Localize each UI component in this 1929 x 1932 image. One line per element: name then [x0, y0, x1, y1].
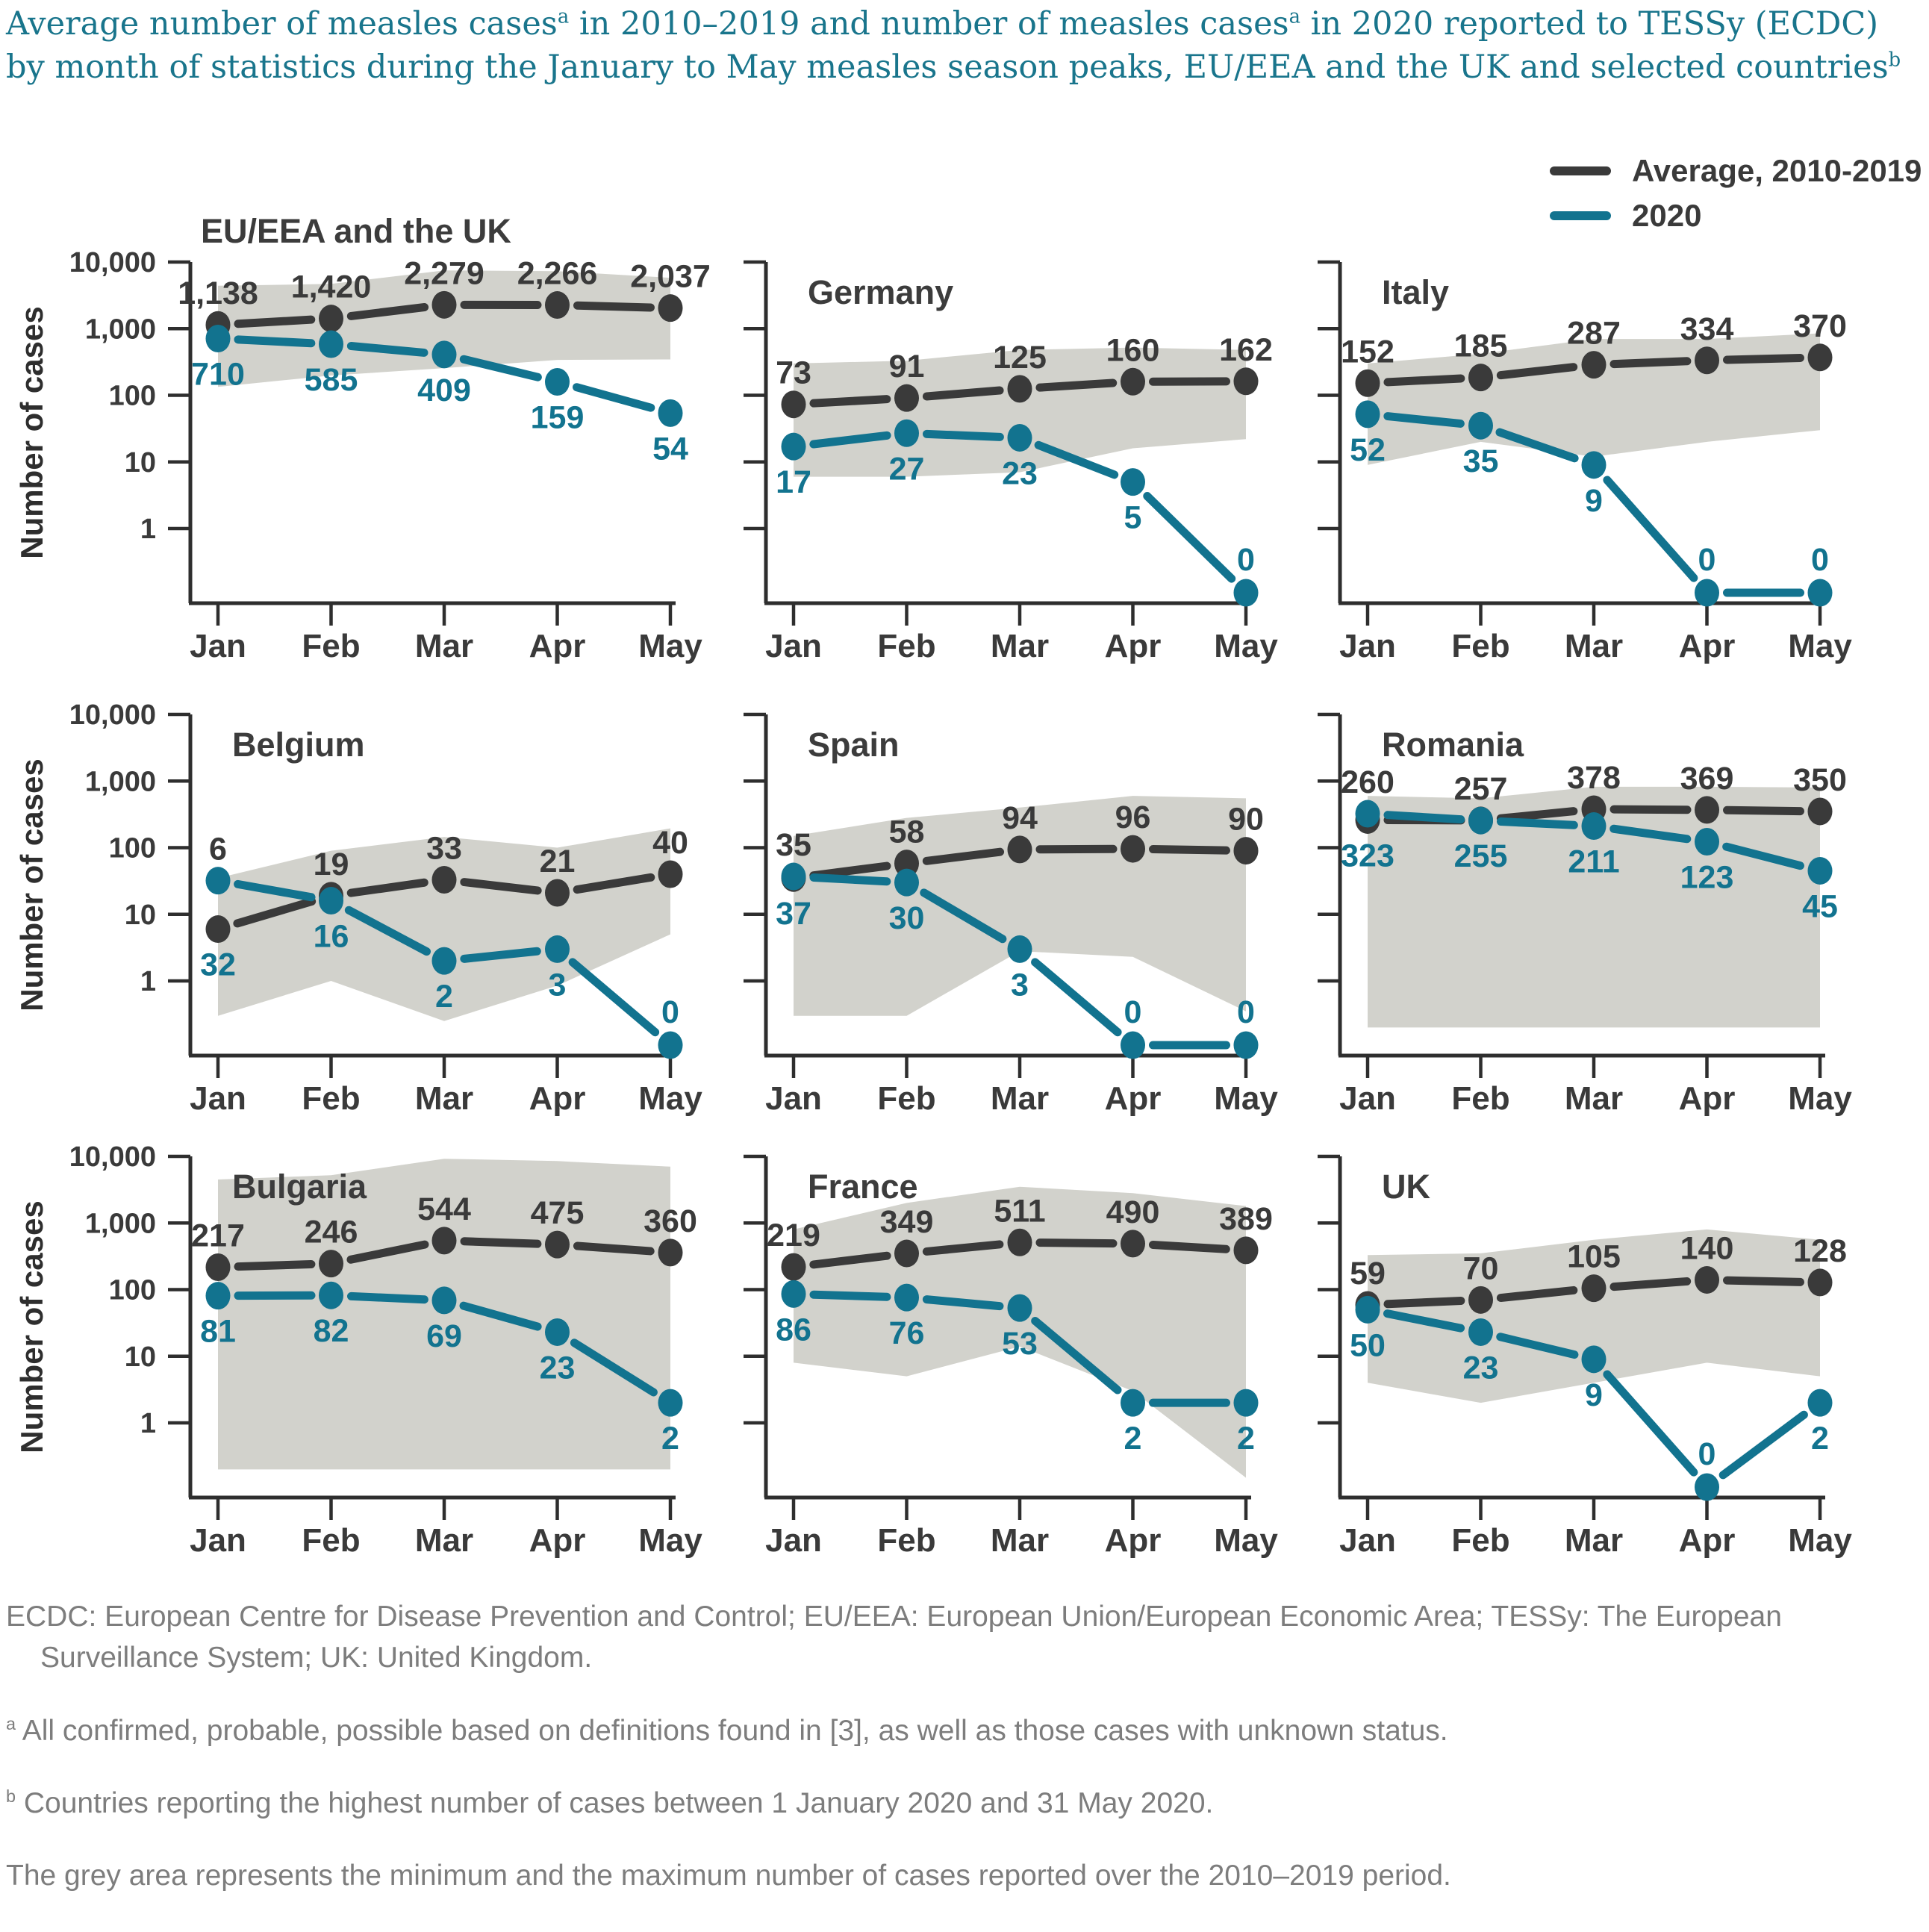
- average-point: [1356, 370, 1380, 397]
- point-2020-label: 17: [776, 464, 811, 501]
- average-point-label: 59: [1350, 1255, 1386, 1291]
- average-point: [545, 1231, 570, 1259]
- point-2020-label: 0: [1811, 542, 1829, 578]
- average-point-label: 475: [530, 1195, 585, 1232]
- average-point-label: 217: [191, 1218, 245, 1254]
- y-tick-label: 10: [124, 899, 156, 931]
- point-2020-label: 0: [1124, 994, 1142, 1030]
- panel-title: Belgium: [232, 726, 365, 764]
- plot-area-spain: [744, 714, 1278, 1117]
- point-2020: [319, 887, 343, 914]
- point-2020: [206, 867, 231, 894]
- x-tick-label: Jan: [190, 1522, 246, 1559]
- point-2020: [1582, 451, 1607, 479]
- panel-title: EU/EEA and the UK: [201, 212, 511, 250]
- y-tick-label: 1: [140, 1408, 156, 1439]
- average-point: [1582, 351, 1607, 378]
- x-tick-label: Apr: [1104, 1080, 1162, 1117]
- average-point: [1468, 1286, 1493, 1314]
- average-point-label: 152: [1341, 334, 1394, 370]
- point-2020: [545, 935, 570, 963]
- point-2020: [1468, 412, 1493, 440]
- point-2020-label: 3: [1011, 967, 1029, 1003]
- point-2020-label: 35: [1462, 443, 1499, 480]
- average-point-label: 21: [539, 843, 576, 879]
- average-point: [206, 1253, 231, 1281]
- point-2020-label: 52: [1350, 431, 1386, 468]
- average-point: [1468, 364, 1493, 391]
- average-point-label: 287: [1567, 315, 1621, 352]
- x-tick-label: Feb: [877, 628, 936, 664]
- average-point-label: 96: [1115, 800, 1151, 836]
- average-point-label: 35: [776, 827, 811, 864]
- y-tick-label: 100: [108, 832, 156, 864]
- x-tick-label: Mar: [990, 628, 1050, 664]
- line-2020-segment: [794, 1294, 907, 1297]
- footnote-b-text: Countries reporting the highest number of cases between 1 January 2020 and 31 May 2020.: [16, 1787, 1214, 1819]
- x-tick-label: Feb: [302, 628, 361, 664]
- point-2020: [782, 1280, 806, 1308]
- average-point-label: 334: [1680, 311, 1734, 347]
- plot-area-eu-eea-and-the-uk: [14, 212, 711, 664]
- point-2020: [1356, 1296, 1380, 1324]
- point-2020-label: 30: [888, 900, 925, 937]
- average-point-label: 19: [313, 846, 349, 882]
- x-tick-label: Mar: [1564, 1522, 1624, 1559]
- point-2020-label: 76: [888, 1315, 925, 1352]
- title-text-1: Average number of measles cases: [6, 5, 558, 43]
- plot-area-france: [744, 1156, 1278, 1559]
- point-2020-label: 9: [1585, 1377, 1603, 1413]
- y-tick-label: 1,000: [84, 1208, 156, 1240]
- average-line-segment: [558, 305, 671, 308]
- point-2020: [1121, 1032, 1145, 1059]
- panel-eu-eea-and-the-uk: [0, 184, 717, 689]
- point-2020: [1582, 1345, 1607, 1373]
- x-tick-label: Jan: [765, 1522, 822, 1559]
- x-tick-label: Feb: [877, 1080, 936, 1117]
- title-superscript-a: a: [557, 5, 570, 28]
- point-2020: [658, 399, 683, 427]
- plot-area-germany: [744, 262, 1278, 664]
- average-point-label: 360: [643, 1203, 697, 1239]
- x-tick-label: Apr: [1678, 628, 1736, 664]
- average-line-segment: [1133, 849, 1247, 851]
- average-point: [1121, 368, 1145, 396]
- average-point-label: 162: [1219, 331, 1273, 368]
- average-point-label: 125: [993, 339, 1047, 376]
- average-point-label: 257: [1453, 770, 1508, 807]
- average-point-label: 2,037: [630, 258, 711, 295]
- average-point-label: 128: [1793, 1233, 1847, 1269]
- point-2020: [1695, 1474, 1719, 1501]
- legend-label-2020: 2020: [1632, 198, 1702, 233]
- line-2020-segment: [1594, 1359, 1707, 1487]
- point-2020: [545, 1318, 570, 1346]
- point-2020: [1808, 1389, 1833, 1417]
- x-tick-label: Mar: [990, 1080, 1050, 1117]
- average-point-label: 140: [1680, 1230, 1734, 1267]
- point-2020: [432, 1286, 457, 1314]
- point-2020-label: 0: [1698, 1436, 1716, 1472]
- legend-label-average: Average, 2010-2019: [1632, 153, 1922, 188]
- x-tick-label: Mar: [1564, 1080, 1624, 1117]
- panel-title: France: [808, 1168, 918, 1206]
- average-point-label: 40: [652, 825, 688, 861]
- average-line-segment: [1707, 1280, 1821, 1282]
- average-point: [1008, 835, 1032, 863]
- footnote-a: [6, 1710, 1872, 1751]
- point-2020: [206, 325, 231, 352]
- footnote-a-superscript: a: [6, 1714, 16, 1733]
- point-2020: [1008, 424, 1032, 452]
- average-point: [1808, 1268, 1833, 1296]
- average-point: [1234, 837, 1259, 864]
- x-tick-label: Apr: [529, 1522, 586, 1559]
- x-tick-label: Feb: [1451, 628, 1510, 664]
- y-axis-title: Number of cases: [14, 306, 49, 559]
- x-tick-label: Jan: [765, 1080, 822, 1117]
- point-2020-label: 5: [1124, 499, 1142, 536]
- average-point: [1234, 367, 1259, 395]
- y-axis-title: Number of cases: [14, 1200, 49, 1453]
- panel-uk: [1295, 1078, 1892, 1583]
- point-2020: [545, 368, 570, 396]
- average-point: [1695, 796, 1719, 823]
- average-point-label: 94: [1002, 800, 1038, 836]
- point-2020-label: 2: [1237, 1421, 1255, 1457]
- x-tick-label: Jan: [190, 628, 246, 664]
- average-point-label: 246: [304, 1214, 358, 1250]
- point-2020: [1695, 579, 1719, 607]
- average-point-label: 160: [1106, 332, 1160, 369]
- average-point-label: 544: [417, 1191, 471, 1227]
- x-tick-label: Jan: [1339, 1522, 1396, 1559]
- x-tick-label: May: [638, 1080, 702, 1117]
- y-tick-label: 10,000: [69, 1141, 156, 1173]
- point-2020-label: 23: [539, 1350, 576, 1386]
- point-2020: [1808, 857, 1833, 885]
- panel-france: [721, 1078, 1288, 1583]
- footnote-grey-area: The grey area represents the minimum and the maximum number of cases reported over the 2010–2019 period.: [6, 1860, 1451, 1892]
- point-2020: [782, 433, 806, 461]
- y-tick-label: 10,000: [69, 699, 156, 731]
- point-2020: [1808, 579, 1833, 607]
- x-tick-label: Feb: [1451, 1080, 1510, 1117]
- x-tick-label: Mar: [414, 1522, 474, 1559]
- point-2020-label: 81: [200, 1313, 236, 1350]
- average-point: [1121, 835, 1145, 863]
- point-2020: [1121, 1389, 1145, 1417]
- average-point-label: 6: [209, 831, 227, 867]
- average-point: [1695, 1266, 1719, 1294]
- x-tick-label: Feb: [1451, 1522, 1510, 1559]
- footnote-abbreviations: ECDC: European Centre for Disease Prevention and Control; EU/EEA: European Union/European Economic Area; TESSy: The European Surveillance System; UK: United Kingdom.: [6, 1601, 1782, 1674]
- x-tick-label: Feb: [877, 1522, 936, 1559]
- panel-romania: [1295, 636, 1892, 1141]
- point-2020: [1695, 828, 1719, 856]
- panel-title: Italy: [1382, 273, 1450, 311]
- average-point-label: 490: [1106, 1194, 1160, 1230]
- point-2020-label: 2: [661, 1421, 679, 1457]
- average-point: [1695, 346, 1719, 374]
- average-point: [1808, 797, 1833, 825]
- y-tick-label: 1,000: [84, 766, 156, 798]
- point-2020: [1468, 807, 1493, 835]
- x-tick-label: Jan: [1339, 628, 1396, 664]
- line-2020-segment: [1020, 949, 1133, 1045]
- y-tick-label: 10: [124, 1341, 156, 1373]
- panel-germany: [721, 184, 1288, 689]
- point-2020: [1121, 468, 1145, 496]
- average-line-segment: [218, 1264, 331, 1268]
- y-tick-label: 1: [140, 514, 156, 545]
- x-tick-label: May: [1788, 1080, 1852, 1117]
- y-axis-title: Number of cases: [14, 758, 49, 1012]
- average-point: [782, 1253, 806, 1281]
- point-2020: [1234, 1032, 1259, 1059]
- x-tick-label: Apr: [529, 1080, 586, 1117]
- average-point-label: 370: [1793, 308, 1847, 344]
- point-2020-label: 0: [1237, 994, 1255, 1030]
- x-tick-label: Apr: [1104, 628, 1162, 664]
- title-superscript-b: b: [1888, 49, 1901, 72]
- title-text-2: in 2010–2019 and number of measles cases: [569, 5, 1289, 43]
- point-2020-label: 211: [1568, 844, 1620, 880]
- average-point-label: 73: [776, 355, 811, 391]
- point-2020-label: 0: [1237, 542, 1255, 578]
- average-line-segment: [1707, 358, 1821, 361]
- point-2020: [1234, 1389, 1259, 1417]
- plot-area-uk: [1318, 1156, 1852, 1559]
- point-2020-label: 9: [1585, 482, 1603, 519]
- average-point: [894, 384, 919, 412]
- x-tick-label: May: [1788, 628, 1852, 664]
- x-tick-label: Apr: [1678, 1080, 1736, 1117]
- point-2020: [894, 869, 919, 897]
- average-point-label: 511: [994, 1193, 1046, 1230]
- average-point: [894, 1240, 919, 1268]
- average-point-label: 70: [1462, 1250, 1499, 1287]
- average-point: [545, 291, 570, 319]
- line-2020-segment: [1594, 465, 1707, 593]
- point-2020-label: 69: [426, 1318, 462, 1354]
- average-point-label: 369: [1680, 760, 1734, 797]
- point-2020-label: 16: [313, 918, 349, 955]
- point-2020: [1008, 935, 1032, 963]
- point-2020-label: 37: [776, 896, 811, 932]
- average-point: [658, 294, 683, 322]
- panel-italy: [1295, 184, 1892, 689]
- point-2020: [206, 1282, 231, 1309]
- average-point: [319, 305, 343, 332]
- point-2020-label: 27: [888, 451, 925, 487]
- x-tick-label: Apr: [1104, 1522, 1162, 1559]
- average-point: [1808, 343, 1833, 371]
- average-point: [319, 1250, 343, 1277]
- average-point: [658, 1238, 683, 1266]
- point-2020: [319, 1282, 343, 1309]
- average-line-segment: [1707, 810, 1821, 811]
- point-2020-label: 2: [1811, 1421, 1829, 1457]
- footnote-b: [6, 1783, 1872, 1824]
- point-2020: [1356, 400, 1380, 428]
- point-2020-label: 710: [191, 356, 245, 393]
- panel-spain: [721, 636, 1288, 1141]
- point-2020-label: 585: [304, 362, 358, 399]
- average-point: [432, 866, 457, 894]
- average-point: [782, 390, 806, 418]
- y-tick-label: 100: [108, 380, 156, 412]
- point-2020-label: 323: [1341, 838, 1394, 874]
- point-2020-label: 54: [652, 431, 688, 467]
- panel-title: Germany: [808, 273, 954, 311]
- x-tick-label: Feb: [302, 1080, 361, 1117]
- average-point-label: 58: [888, 814, 925, 850]
- point-2020: [894, 1284, 919, 1312]
- point-2020-label: 0: [661, 994, 679, 1030]
- y-tick-label: 1,000: [84, 314, 156, 346]
- plot-area-romania: [1318, 714, 1852, 1117]
- point-2020: [1008, 1294, 1032, 1322]
- average-point-label: 219: [767, 1218, 820, 1254]
- line-2020-segment: [1133, 482, 1247, 593]
- average-point-label: 105: [1567, 1238, 1621, 1275]
- point-2020-label: 123: [1680, 859, 1734, 896]
- title-superscript-a2: a: [1288, 5, 1300, 28]
- average-point-label: 1,420: [290, 269, 372, 305]
- x-tick-label: Feb: [302, 1522, 361, 1559]
- point-2020: [319, 331, 343, 358]
- line-2020-segment: [558, 949, 671, 1045]
- y-tick-label: 10: [124, 446, 156, 479]
- average-point-label: 389: [1219, 1200, 1273, 1237]
- point-2020-label: 86: [776, 1312, 811, 1348]
- point-2020-label: 82: [313, 1313, 349, 1350]
- plot-area-bulgaria: [14, 1141, 702, 1559]
- y-tick-label: 10,000: [69, 247, 156, 278]
- average-point: [1008, 1229, 1032, 1256]
- average-point-label: 2,266: [517, 255, 598, 292]
- y-tick-label: 100: [108, 1274, 156, 1306]
- point-2020: [1582, 812, 1607, 840]
- point-2020: [1468, 1318, 1493, 1346]
- average-point-label: 260: [1341, 764, 1394, 801]
- average-point-label: 91: [888, 349, 925, 385]
- average-point: [432, 291, 457, 319]
- point-2020: [1234, 579, 1259, 607]
- average-point: [545, 879, 570, 906]
- x-tick-label: May: [638, 628, 702, 664]
- average-point-label: 349: [879, 1204, 934, 1241]
- panel-title: Spain: [808, 726, 900, 764]
- point-2020-label: 2: [435, 979, 453, 1015]
- point-2020: [1356, 800, 1380, 828]
- panel-title: Bulgaria: [232, 1168, 367, 1206]
- x-tick-label: May: [638, 1522, 702, 1559]
- average-point: [1008, 375, 1032, 402]
- point-2020: [432, 947, 457, 975]
- average-point: [1234, 1236, 1259, 1264]
- point-2020-label: 3: [548, 967, 567, 1003]
- point-2020: [782, 863, 806, 891]
- footnote-a-text: All confirmed, probable, possible based on definitions found in [3], as well as those cases with unknown status.: [16, 1715, 1448, 1747]
- plot-area-italy: [1318, 262, 1852, 664]
- point-2020: [658, 1389, 683, 1417]
- point-2020-label: 53: [1002, 1326, 1038, 1362]
- point-2020-label: 255: [1453, 838, 1508, 875]
- point-2020-label: 50: [1350, 1327, 1386, 1364]
- point-2020-label: 32: [200, 947, 236, 983]
- footnotes: [6, 1589, 1902, 1925]
- footnote-b-superscript: b: [6, 1786, 16, 1806]
- x-tick-label: Apr: [1678, 1522, 1736, 1559]
- average-point: [206, 915, 231, 943]
- point-2020: [894, 420, 919, 447]
- point-2020-label: 23: [1462, 1350, 1499, 1386]
- title-text-3: in 2020 reported to TESSy (ECDC) by month of statistics during the January to May measles season peaks, EU/EEA and the UK and selected countries: [6, 5, 1889, 86]
- average-point-label: 185: [1453, 328, 1508, 364]
- average-line-segment: [1020, 1242, 1133, 1244]
- point-2020-label: 23: [1002, 455, 1038, 492]
- x-tick-label: Mar: [1564, 628, 1624, 664]
- average-line-segment: [1594, 809, 1707, 810]
- average-line-segment: [1020, 849, 1133, 850]
- point-2020: [432, 340, 457, 368]
- point-2020-label: 409: [417, 372, 471, 408]
- panel-title: UK: [1382, 1168, 1430, 1206]
- x-tick-label: Jan: [765, 628, 822, 664]
- panel-bulgaria: [0, 1078, 717, 1583]
- x-tick-label: Mar: [414, 1080, 474, 1117]
- average-point-label: 2,279: [404, 255, 484, 292]
- point-2020-label: 0: [1698, 542, 1716, 578]
- point-2020-label: 2: [1124, 1421, 1142, 1457]
- point-2020: [658, 1032, 683, 1059]
- average-point: [432, 1227, 457, 1254]
- panel-title: Romania: [1382, 726, 1524, 764]
- plot-area-belgium: [14, 699, 702, 1117]
- x-tick-label: Apr: [529, 628, 586, 664]
- x-tick-label: May: [1214, 1080, 1278, 1117]
- average-point: [1121, 1230, 1145, 1257]
- average-point-label: 1,138: [178, 275, 258, 312]
- x-tick-label: May: [1214, 628, 1278, 664]
- average-point-label: 378: [1567, 759, 1621, 796]
- average-point-label: 350: [1793, 761, 1847, 798]
- point-2020-label: 159: [530, 399, 585, 436]
- x-tick-label: Mar: [990, 1522, 1050, 1559]
- x-tick-label: May: [1214, 1522, 1278, 1559]
- y-tick-label: 1: [140, 966, 156, 997]
- line-2020-segment: [1707, 1403, 1821, 1487]
- panel-belgium: [0, 636, 717, 1141]
- point-2020-label: 45: [1802, 888, 1838, 925]
- average-point: [658, 861, 683, 888]
- x-tick-label: Jan: [190, 1080, 246, 1117]
- average-point-label: 90: [1228, 801, 1264, 838]
- x-tick-label: May: [1788, 1522, 1852, 1559]
- average-point: [1582, 1274, 1607, 1302]
- x-tick-label: Mar: [414, 628, 474, 664]
- x-tick-label: Jan: [1339, 1080, 1396, 1117]
- average-point-label: 33: [426, 830, 462, 867]
